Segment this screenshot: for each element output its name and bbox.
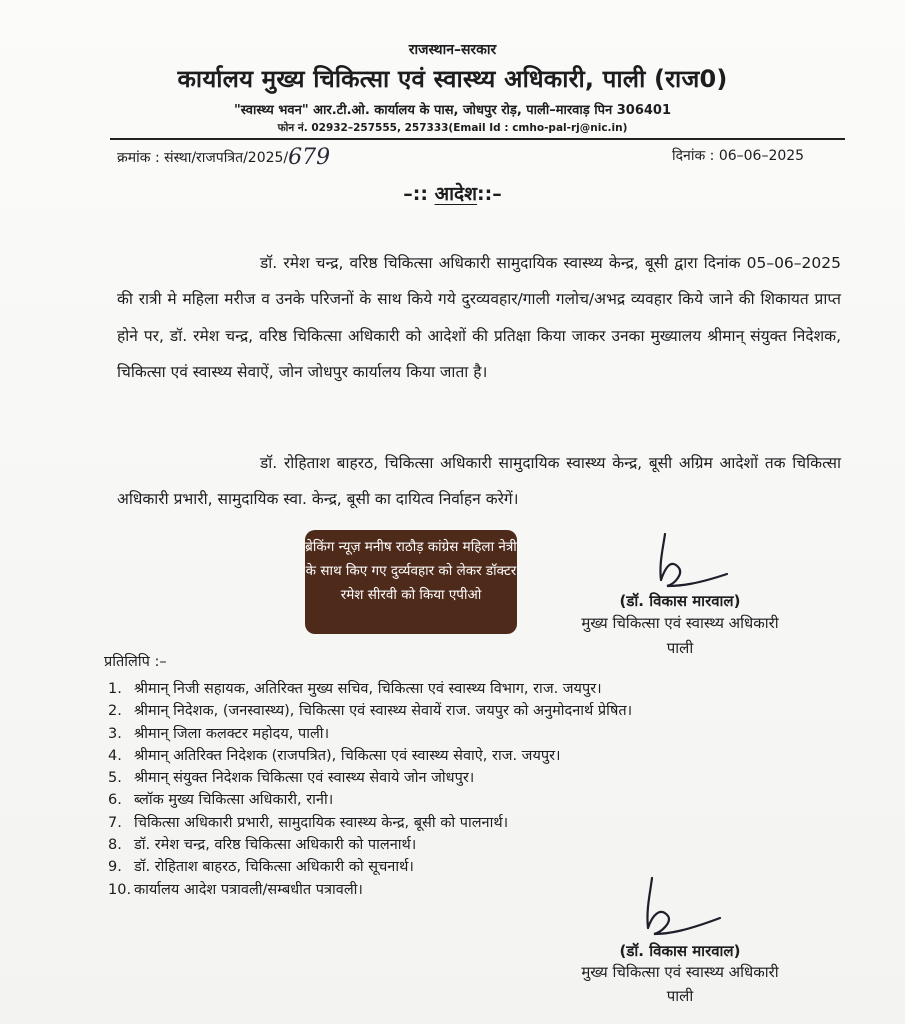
signature-2-image xyxy=(632,872,727,940)
copy-to-label: प्रतिलिपि :– xyxy=(104,654,167,670)
order-date: दिनांक : 06–06–2025 xyxy=(672,148,805,164)
office-address: "स्वास्थ्य भवन" आर.टी.ओ. कार्यालय के पास, जोधपुर रोड़, पाली–मारवाड़ पिन 306401 xyxy=(233,103,672,118)
reference-number xyxy=(117,143,330,168)
list-item: 3. श्रीमान् जिला कलक्टर महोदय, पाली। xyxy=(108,725,330,742)
order-paragraph-2: डॉ. रोहिताश बाहरठ, चिकित्सा अधिकारी सामुदायिक स्वास्थ्य केन्द्र, बूसी अग्रिम आदेशों तक चिकित्सा अधिकारी प्रभारी, सामुदायिक स्वा. केन्द्र, बूसी का दायित्व निर्वाहन करेगें। xyxy=(117,454,841,509)
signatory-2-name: (डॉ. विकास मारवाल) xyxy=(619,942,741,960)
list-item: 4. श्रीमान् अतिरिक्त निदेशक (राजपत्रित), चिकित्सा एवं स्वास्थ्य सेवाऐ, राज. जयपुर। xyxy=(108,747,561,764)
news-banner-text: ब्रेकिंग न्यूज़ मनीष राठौड़ कांग्रेस महिला नेत्री के साथ किए गए दुर्व्यवहार को लेकर डॉक्टर रमेश सीरवी को किया एपीओ xyxy=(305,539,517,603)
office-title: कार्यालय मुख्य चिकित्सा एवं स्वास्थ्य अधिकारी, पाली (राज0) xyxy=(177,65,728,93)
list-item: 10. कार्यालय आदेश पत्रावली/सम्बधीत पत्रावली। xyxy=(108,881,363,898)
list-item: 2. श्रीमान् निदेशक, (जनस्वास्थ्य), चिकित्सा एवं स्वास्थ्य सेवायें राज. जयपुर को अनुमोदनार्थ प्रेषित। xyxy=(108,703,633,720)
signature-1-image xyxy=(645,528,735,592)
copy-to-list xyxy=(108,678,632,901)
list-item: 6. ब्लॉक मुख्य चिकित्सा अधिकारी, रानी। xyxy=(108,792,334,809)
reference-prefix: क्रमांक : संस्था/राजपत्रित/2025/ xyxy=(117,150,289,166)
list-item: 1. श्रीमान् निजी सहायक, अतिरिक्त मुख्य सचिव, चिकित्सा एवं स्वास्थ्य विभाग, राज. जयपुर। xyxy=(108,681,602,697)
header-divider xyxy=(110,138,845,140)
signatory-1-place: पाली xyxy=(666,639,694,657)
list-item: 5. श्रीमान् संयुक्त निदेशक चिकित्सा एवं स्वास्थ्य सेवाये जोन जोधपुर। xyxy=(108,770,475,787)
signatory-1-designation: मुख्य चिकित्सा एवं स्वास्थ्य अधिकारी xyxy=(581,614,779,632)
signatory-2-designation: मुख्य चिकित्सा एवं स्वास्थ्य अधिकारी xyxy=(581,963,779,981)
order-heading-word: आदेश xyxy=(434,183,478,205)
government-header: राजस्थान–सरकार xyxy=(408,42,497,58)
handwritten-reference-number: 679 xyxy=(288,145,331,170)
list-item: 7. चिकित्सा अधिकारी प्रभारी, सामुदायिक स्वास्थ्य केन्द्र, बूसी को पालनार्थ। xyxy=(108,814,509,831)
signatory-2-place: पाली xyxy=(666,987,694,1005)
order-paragraph-1: डॉ. रमेश चन्द्र, वरिष्ठ चिकित्सा अधिकारी सामुदायिक स्वास्थ्य केन्द्र, बूसी द्वारा दिनांक 05–06–2025 की रात्री मे महिला मरीज व उनके परिजनों के साथ किये गये दुरव्यवहार/गाली गलोच/अभद्र व्यवहार किये जाने की शिकायत प्राप्त होने पर, डॉ. रमेश चन्द्र, वरिष्ठ चिकित्सा अधिकारी को आदेशों की प्रतिक्षा किया जाकर उनका मुख्यालय श्रीमान् संयुक्त निदेशक, चिकित्सा एवं स्वास्थ्य सेवाऐं, जोन जोधपुर कार्यालय किया जाता है। xyxy=(117,254,841,382)
order-heading: –:: आदेश::– xyxy=(403,183,502,205)
list-item: 8. डॉ. रमेश चन्द्र, वरिष्ठ चिकित्सा अधिकारी को पालनार्थ। xyxy=(108,837,417,854)
list-item: 9. डॉ. रोहिताश बाहरठ, चिकित्सा अधिकारी को सूचनार्थ। xyxy=(108,859,414,876)
office-contact: फोन नं. 02932–257555, 257333(Email Id : cmho-pal-rj@nic.in) xyxy=(277,122,628,134)
signatory-1-name: (डॉ. विकास मारवाल) xyxy=(619,592,741,610)
